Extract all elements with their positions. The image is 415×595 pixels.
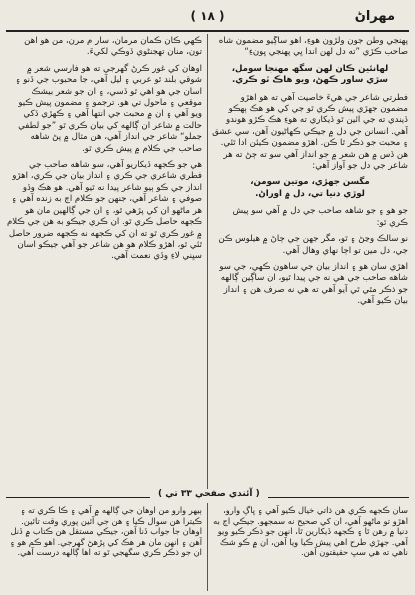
paragraph: فطرتي شاعر جي هيءَ خاصيت آهي ته هو اهڙو مضمون جهڙي پيش ڪري ٿو جي کي هو هڪ ٻهڪو ڏيندي ته جي ائين ٿو ڏيکاري ته هوءِ هڪ ڪڙو هوندو آهي. انسانن جي دل ۾ جيڪي ڪهاڻيون آهن، سي عشق ۽ محبت جو ذڪر ٿا ڪن. اهڙو مضمون ڪيئن ادا ٿئي. هن ڏس ۾ هن شعر ۾ جو انداز آهي سو ته ڄڻ ته هر شاعر جي دل جو آواز آهي: [212,92,408,172]
paragraph: نو سالڪ وڃڻ ۽ ٿو، مگر جهن جي ڄاڻ ۾ هيلوس ڪن جي، دل مين تو اڄا نهاي وهال آهي. [218,234,408,256]
right-column [212,36,408,496]
footnote-left: ٻيهر وارو من اوهان جي ڳالهه ۾ آهي ۽ ڪا ڪري ته ۽ ڪيترا هن سوال ڪيا ۽ هن جي آئين پوري وقت تائين. اوهان جا جواب ڏنا آهن، جيڪي مستقل هن ڪتاب ۾ ڏنل آهن ۽ انهن مان هر هڪ کي پڙهڻ گهرجي. اهو ڪم هو ۽ ان جو ذڪر ڪري سگهجي ٿو ته اها ڳالهه درست آهي. [9,505,202,558]
verse-stanza [212,177,408,200]
paragraph: اوهان کي غور ڪرڻ گهرجي ته هو فارسي شعر ۾ شوقي بلند ٿو عربي ۽ ليل آهي، جا محبوب جي ڏنو ۽ اسان جي هو اهي ٿو ڏسي، ۽ ان جو شعر بيشڪ موقعي ۽ ماحول تي هو. ترجمو ۽ مضمون پيش ڪيو ويو آهي ۽ ان ۾ محبت جي انتها آهي ۽ ڪهڙي ڏکي حالت ۾ شاعر ان ڳالهه کي بيان ڪري ٿو ”جو لطفي جملو“ شاعر جي انداز آهي، هن مثال ۾ پڻ شاهه صاحب جي ڪلام ۾ پيش ڪري ٿو. [15,63,202,154]
verse-line: لوڙي دنيا تي، دل ۾ اوراڻ. [255,188,365,199]
paragraph: جو هو ۽ جو شاهه صاحب جي دل ۾ آهي سو پيش ڪري ٿو: [232,206,408,228]
paragraph: اهڙي سان هو ۽ انداز بيان جي ساهون ڪهي، جي سو شاهه صاحب جي هي نه جي پيدا ٿيو، ان ساڳين ڳالهه جو ذڪر مٿي ٿي آيو آهي ته هي نه صرف هن ۽ انداز بيان ڪيو آهي. [219,261,408,307]
paragraph: پهنجي وطن جون ولڙون هوءِ، اهو ساڳيو مضمون شاه صاحب ڪڙي ”ته دل لهن اندا ڀي پهنجي ڀونءِ“ [218,36,408,58]
running-title: مهراڻ [354,9,395,24]
left-column [6,36,202,496]
continued-note: ( آئندي صفحي ۳۳ تي ) [150,489,268,499]
verse-line: سڙي ساور ڪهڻ، ويو هاڪ ٿو ڪري. [232,75,388,86]
page-number: ( ۱۸ ) [190,9,225,23]
paragraph: هي جو ڪجهه ڏيکاريو آهي، سو شاهه صاحب جي فطري شاعري جي ڪري ۽ انداز بيان جي ڪري، اهڙو انداز جي ڪو ٻيو شاعر پيدا نه ٿيو آهي. هو هڪ وڏو صوفي ۽ شاعر آهي، جنهن جو ڪلام اڄ به زنده آهي ۽ هر ماڻهو ان کي پڙهي ٿو، ۽ ان جي ڳالهين مان هو ڪجهه حاصل ڪري ٿو. ان ڪري جيڪو به هن جي ڪلام ۾ غور ڪري ٿو ته ان کي ڪجهه نه ڪجهه ضرور حاصل ٿئي ٿو، اهڙو ڪلام هو هن شاعر جو آهي جيڪو اسان سڀني لاءِ وڏي نعمت آهي. [6,160,202,262]
footnote-right: سان ڪجهه ڪري هن ذاتي خيال ڪيو آهي ۽ ڀاڳ وارو، اهڙو تو ماڻهو آهي، ان کي صحيح نه سمجهو. جيڪي اڄ به دنيا ۾ رهن ٿا ۽ ڪجهه ڏيکارين ٿا، انهن جو ذڪر ڪيو ويو آهي. جهڙي طرح اهي پيش ڪيا ويا آهن، ان ۾ ڪو شڪ ناهي ته هي سڀ حقيقتون آهن. [213,505,408,558]
verse-stanza [212,64,408,87]
column-divider [207,34,208,496]
footnote-column-divider [207,503,208,591]
page-header [6,6,409,32]
verse-line: لهانئين ڪان لهن سگھ مهنجا سومل، [231,63,389,74]
verse-line: مگسن جهڙي، موتين سومن، [250,177,370,188]
paragraph: ڪهي ڪان ڪمان مرمان، سار م مرن، من هو آهن تون، منان تهجنڻوي ڏوڪي لکيءَ. [24,36,202,58]
